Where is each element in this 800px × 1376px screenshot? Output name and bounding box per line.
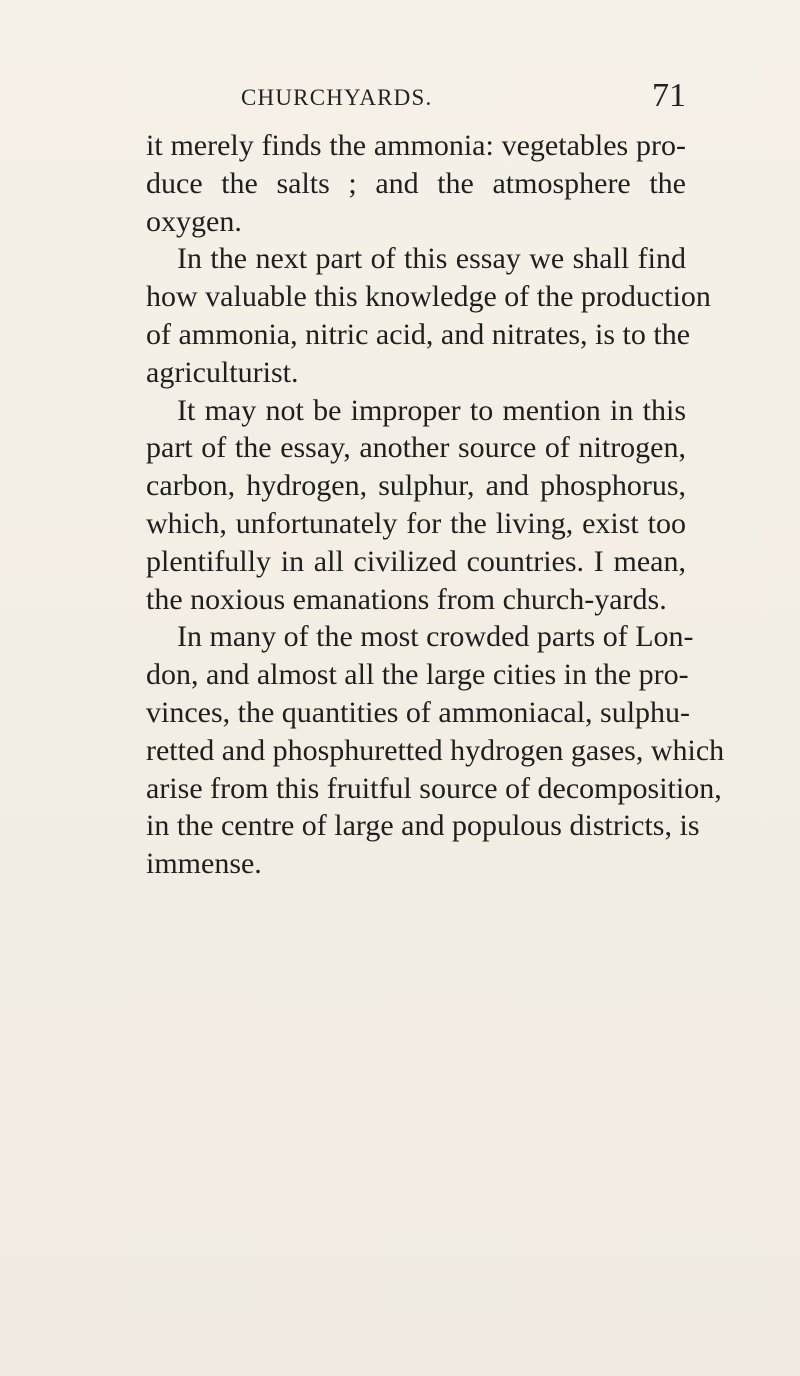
body-text bbox=[146, 127, 725, 883]
text-line: carbon, hydrogen, sulphur, and phosphorus, bbox=[146, 469, 686, 503]
text-line: the noxious emanations from church-yards. bbox=[146, 582, 667, 616]
text-line: retted and phosphuretted hydrogen gases, which bbox=[146, 733, 725, 767]
text-line: In the next part of this essay we shall find bbox=[177, 242, 686, 276]
text-line: arise from this fruitful source of decomposition, bbox=[146, 771, 722, 805]
text-line: how valuable this knowledge of the production bbox=[146, 280, 711, 314]
text-line: part of the essay, another source of nitrogen, bbox=[146, 431, 686, 465]
text-line: duce the salts ; and the atmosphere the bbox=[146, 166, 686, 200]
text-line: don, and almost all the large cities in the pro- bbox=[146, 658, 689, 692]
page-number: 71 bbox=[652, 77, 686, 114]
text-line: immense. bbox=[146, 847, 262, 881]
running-head bbox=[146, 78, 686, 118]
text-line: it merely finds the ammonia: vegetables pro- bbox=[146, 129, 686, 162]
text-line: of ammonia, nitric acid, and nitrates, is to the bbox=[146, 317, 691, 351]
text-line: In many of the most crowded parts of Lon- bbox=[177, 620, 694, 654]
text-line: plentifully in all civilized countries. I mean, bbox=[146, 544, 686, 578]
text-line: It may not be improper to mention in this bbox=[177, 393, 686, 427]
text-line: in the centre of large and populous districts, is bbox=[146, 809, 700, 843]
running-head-title: CHURCHYARDS. bbox=[241, 85, 433, 110]
text-line: vinces, the quantities of ammoniacal, sulphu- bbox=[146, 695, 691, 729]
text-line: agriculturist. bbox=[146, 355, 299, 389]
text-line: which, unfortunately for the living, exist too bbox=[146, 506, 686, 540]
text-line: oxygen. bbox=[146, 204, 242, 238]
